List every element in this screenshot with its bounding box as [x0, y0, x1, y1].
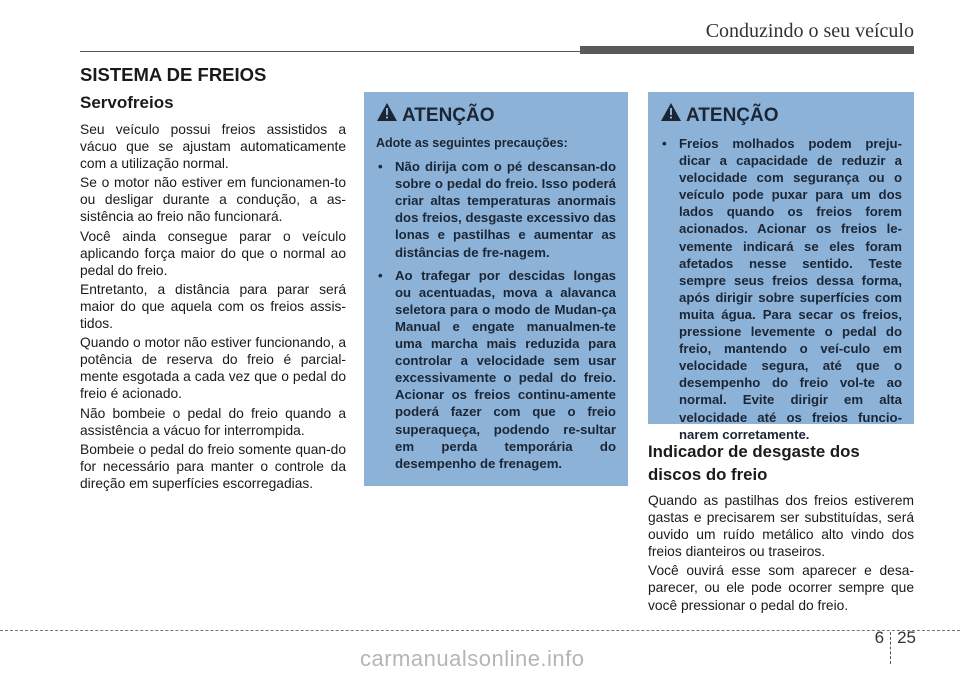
warning-box-wet-brakes [648, 92, 914, 442]
page-number [875, 628, 916, 664]
list-item: • Freios molhados podem preju-dicar a capacidade de reduzir a velocidade com segurança ou o veículo pode puxar para um dos lados quando os freios forem acionados. Acionar os freios le-vemente indicará se eles foram afetados nesse sentido. Teste sempre seus freios dessa forma, após dirigir sobre superfícies com muita água. Para secar os freios, pressione levemente o pedal do freio, mantendo o veí-culo em velocidade segura, até que o desempenho do freio vol-te ao normal. Evite dirigir em alta velocidade até os freios funcio-narem corretamente. [660, 135, 902, 443]
paragraph: Bombeie o pedal do freio somente quan-do for necessário para manter o controle da direção em superfícies escorregadias. [80, 441, 346, 491]
warning-triangle-icon [660, 102, 682, 129]
header-bar [580, 46, 914, 54]
warning-list [376, 158, 616, 472]
list-item: • Não dirija com o pé descansan-do sobre o pedal do freio. Isso poderá criar altas temperaturas anormais dos freios, desgaste excessivo das lonas e pastilhas e aumentar as distâncias de fre-nagem. [376, 158, 616, 261]
page-separator [890, 632, 891, 664]
header-rule [80, 51, 580, 52]
paragraph: Você ainda consegue parar o veículo aplicando força maior do que o normal ao pedal do freio. [80, 228, 346, 278]
warning-list [660, 135, 902, 443]
warning-triangle-icon [376, 102, 398, 129]
paragraph: Seu veículo possui freios assistidos a vácuo que se ajustam automaticamente com a utilização normal. [80, 122, 346, 172]
subheading-servofreios: Servofreios [80, 93, 174, 112]
paragraph: Não bombeie o pedal do freio quando a assistência a vácuo for interrompida. [80, 405, 346, 438]
column-disc-wear [648, 440, 914, 616]
paragraph: Quando as pastilhas dos freios estiverem gastas e precisarem ser substituídas, será ouvido um ruído metálico alto vindo dos freios dianteiros ou traseiros. [648, 493, 914, 560]
footer-rule [0, 630, 960, 631]
paragraph: Você ouvirá esse som aparecer e desa-parecer, ou ele pode ocorrer sempre que você pressionar o pedal do freio. [648, 563, 914, 613]
page-number-value: 25 [897, 628, 916, 647]
watermark: carmanualsonline.info [360, 646, 585, 671]
warning-box-precautions [364, 92, 628, 486]
section-title: SISTEMA DE FREIOS [80, 64, 267, 85]
warning-title: ATENÇÃO [402, 104, 495, 126]
chapter-number: 6 [874, 628, 885, 647]
warning-intro: Adote as seguintes precauções: [376, 136, 568, 150]
warning-header [376, 102, 616, 129]
list-item: • Ao trafegar por descidas longas ou acentuadas, mova a alavanca seletora para o modo de Mudan-ça Manual e engate manualmen-te uma marcha mais reduzida para controlar a velocidade sem usar excessivamente o pedal do freio. Acionar os freios continu-amente poderá fazer com que o freio superaqueça, podendo re-sultar em perda temporária do desempenho de frenagem. [376, 267, 616, 472]
paragraph: Se o motor não estiver em funcionamen-to ou desligar durante a condução, a as-sistência ao freio não funcionará. [80, 175, 346, 225]
warning-header [660, 102, 902, 129]
running-header: Conduzindo o seu veículo [705, 20, 914, 42]
column-servofreios [80, 92, 346, 494]
warning-title: ATENÇÃO [686, 104, 779, 126]
paragraph: Entretanto, a distância para parar será maior do que aquela com os freios assis-tidos. [80, 281, 346, 332]
paragraph: Quando o motor não estiver funcionando, a potência de reserva do freio é parcial-mente esgotada a cada vez que o pedal do freio é acionado. [80, 335, 346, 402]
subheading-disc-wear: Indicador de desgaste dos discos do freio [648, 442, 860, 484]
